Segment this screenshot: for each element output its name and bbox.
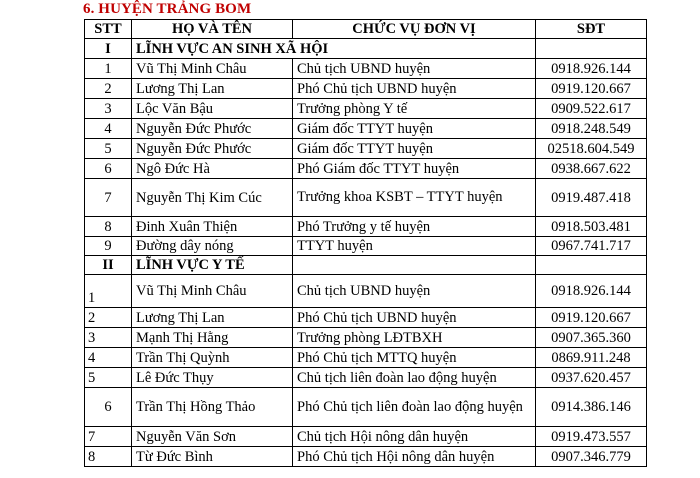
row-position: Phó Chủ tịch MTTQ huyện bbox=[293, 348, 536, 368]
row-stt: 2 bbox=[85, 79, 132, 99]
section-heading-row bbox=[85, 256, 647, 275]
row-stt: 8 bbox=[85, 447, 132, 467]
row-name: Trần Thị Quỳnh bbox=[132, 348, 293, 368]
section-heading: LĨNH VỰC Y TẾ bbox=[132, 256, 293, 275]
row-phone: 0907.346.779 bbox=[536, 447, 647, 467]
table-row bbox=[85, 308, 647, 328]
row-phone: 0918.926.144 bbox=[536, 275, 647, 308]
row-name: Lương Thị Lan bbox=[132, 79, 293, 99]
row-position: Chủ tịch UBND huyện bbox=[293, 275, 536, 308]
row-name: Nguyễn Đức Phước bbox=[132, 119, 293, 139]
section-numeral: II bbox=[85, 256, 132, 275]
row-position: Giám đốc TTYT huyện bbox=[293, 139, 536, 159]
section-numeral: I bbox=[85, 39, 132, 59]
table-row bbox=[85, 159, 647, 179]
row-position: Chủ tịch liên đoàn lao động huyện bbox=[293, 368, 536, 388]
row-stt: 3 bbox=[85, 328, 132, 348]
row-name: Nguyễn Văn Sơn bbox=[132, 427, 293, 447]
row-name: Lê Đức Thụy bbox=[132, 368, 293, 388]
row-position: Phó Chủ tịch liên đoàn lao động huyện bbox=[293, 388, 536, 427]
row-stt: 1 bbox=[85, 275, 132, 308]
row-phone: 0907.365.360 bbox=[536, 328, 647, 348]
header-phone: SĐT bbox=[536, 20, 647, 39]
row-stt: 3 bbox=[85, 99, 132, 119]
row-position: Chủ tịch UBND huyện bbox=[293, 59, 536, 79]
row-stt: 4 bbox=[85, 119, 132, 139]
row-stt: 4 bbox=[85, 348, 132, 368]
row-phone: 0967.741.717 bbox=[536, 237, 647, 256]
table-row bbox=[85, 99, 647, 119]
table-row bbox=[85, 139, 647, 159]
row-position: Trưởng phòng LĐTBXH bbox=[293, 328, 536, 348]
table-row bbox=[85, 79, 647, 99]
document-title: 6. HUYỆN TRẢNG BOM bbox=[83, 1, 252, 17]
header-row bbox=[85, 20, 647, 39]
table-row bbox=[85, 237, 647, 256]
row-stt: 5 bbox=[85, 139, 132, 159]
row-phone: 0918.248.549 bbox=[536, 119, 647, 139]
row-phone: 0919.120.667 bbox=[536, 79, 647, 99]
row-phone: 0919.120.667 bbox=[536, 308, 647, 328]
row-phone: 0914.386.146 bbox=[536, 388, 647, 427]
row-position: Phó Chủ tịch Hội nông dân huyện bbox=[293, 447, 536, 467]
header-name: HỌ VÀ TÊN bbox=[132, 20, 293, 39]
table-row bbox=[85, 119, 647, 139]
row-phone: 02518.604.549 bbox=[536, 139, 647, 159]
row-stt: 2 bbox=[85, 308, 132, 328]
section-empty-cell bbox=[536, 256, 647, 275]
table-row bbox=[85, 328, 647, 348]
section-heading-row bbox=[85, 39, 647, 59]
row-phone: 0909.522.617 bbox=[536, 99, 647, 119]
row-phone: 0919.487.418 bbox=[536, 179, 647, 217]
section-empty-cell bbox=[293, 256, 536, 275]
row-name: Lộc Văn Bậu bbox=[132, 99, 293, 119]
row-stt: 7 bbox=[85, 179, 132, 217]
table-row bbox=[85, 368, 647, 388]
row-name: Nguyễn Thị Kim Cúc bbox=[132, 179, 293, 217]
table-row bbox=[85, 275, 647, 308]
row-name: Đường dây nóng bbox=[132, 237, 293, 256]
table-row bbox=[85, 348, 647, 368]
row-name: Vũ Thị Minh Châu bbox=[132, 59, 293, 79]
row-position: TTYT huyện bbox=[293, 237, 536, 256]
row-stt: 6 bbox=[85, 159, 132, 179]
table-row bbox=[85, 388, 647, 427]
table-row bbox=[85, 179, 647, 217]
row-name: Đinh Xuân Thiện bbox=[132, 217, 293, 237]
row-stt: 6 bbox=[85, 388, 132, 427]
row-name: Lương Thị Lan bbox=[132, 308, 293, 328]
section-heading: LĨNH VỰC AN SINH XÃ HỘI bbox=[132, 39, 536, 59]
row-position: Phó Giám đốc TTYT huyện bbox=[293, 159, 536, 179]
table-row bbox=[85, 59, 647, 79]
row-name: Mạnh Thị Hằng bbox=[132, 328, 293, 348]
row-name: Vũ Thị Minh Châu bbox=[132, 275, 293, 308]
header-stt: STT bbox=[85, 20, 132, 39]
row-name: Từ Đức Bình bbox=[132, 447, 293, 467]
row-phone: 0919.473.557 bbox=[536, 427, 647, 447]
row-stt: 7 bbox=[85, 427, 132, 447]
row-position: Phó Chủ tịch UBND huyện bbox=[293, 79, 536, 99]
table-row bbox=[85, 447, 647, 467]
row-name: Nguyễn Đức Phước bbox=[132, 139, 293, 159]
row-name: Trần Thị Hồng Thảo bbox=[132, 388, 293, 427]
row-stt: 8 bbox=[85, 217, 132, 237]
row-position: Giám đốc TTYT huyện bbox=[293, 119, 536, 139]
row-phone: 0918.503.481 bbox=[536, 217, 647, 237]
header-position: CHỨC VỤ ĐƠN VỊ bbox=[293, 20, 536, 39]
row-position: Phó Chủ tịch UBND huyện bbox=[293, 308, 536, 328]
row-position: Phó Trưởng y tế huyện bbox=[293, 217, 536, 237]
row-stt: 9 bbox=[85, 237, 132, 256]
table-row bbox=[85, 427, 647, 447]
row-position: Trưởng phòng Y tế bbox=[293, 99, 536, 119]
table-row bbox=[85, 217, 647, 237]
row-position: Trưởng khoa KSBT – TTYT huyện bbox=[293, 179, 536, 217]
row-stt: 1 bbox=[85, 59, 132, 79]
row-position: Chủ tịch Hội nông dân huyện bbox=[293, 427, 536, 447]
row-phone: 0918.926.144 bbox=[536, 59, 647, 79]
row-stt: 5 bbox=[85, 368, 132, 388]
row-phone: 0869.911.248 bbox=[536, 348, 647, 368]
section-empty-cell bbox=[536, 39, 647, 59]
row-phone: 0938.667.622 bbox=[536, 159, 647, 179]
row-phone: 0937.620.457 bbox=[536, 368, 647, 388]
contact-table bbox=[84, 19, 647, 467]
row-name: Ngô Đức Hà bbox=[132, 159, 293, 179]
